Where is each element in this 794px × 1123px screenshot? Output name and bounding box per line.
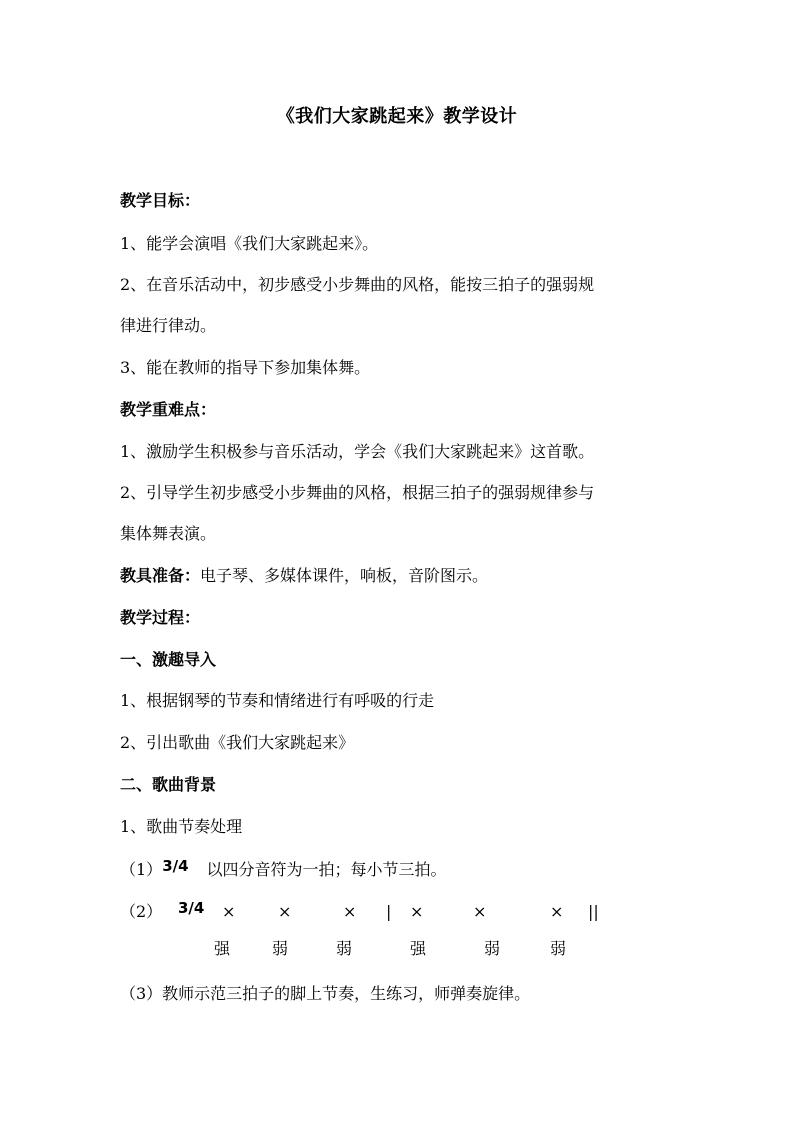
beat-mark: × bbox=[550, 902, 564, 921]
accent-weak: 弱 bbox=[336, 939, 353, 958]
beat-mark: × bbox=[410, 902, 424, 921]
beat-mark: × bbox=[222, 902, 236, 921]
goal-item-2-cont: 律进行律动。 bbox=[120, 316, 217, 335]
accent-strong: 强 bbox=[410, 939, 427, 958]
rhythm-pattern bbox=[120, 900, 680, 924]
key-point-item-2: 2、引导学生初步感受小步舞曲的风格，根据三拍子的强弱规律参与 bbox=[120, 483, 595, 502]
beat-mark: × bbox=[473, 902, 487, 921]
sub1-prefix: （1） bbox=[120, 860, 163, 879]
process-heading: 教学过程： bbox=[120, 608, 201, 627]
bar-line: | bbox=[386, 902, 392, 921]
materials-line bbox=[120, 564, 488, 588]
section2-item-1: 1、歌曲节奏处理 bbox=[120, 817, 243, 836]
key-point-item-1: 1、激励学生积极参与音乐活动，学会《我们大家跳起来》这首歌。 bbox=[120, 442, 595, 461]
goals-heading: 教学目标： bbox=[120, 191, 201, 210]
beat-mark: × bbox=[343, 902, 357, 921]
materials-label: 教具准备： bbox=[120, 566, 201, 585]
section1-heading: 一、激趣导入 bbox=[120, 650, 217, 669]
key-point-item-2-cont: 集体舞表演。 bbox=[120, 524, 217, 543]
accent-strong: 强 bbox=[214, 939, 231, 958]
key-points-heading: 教学重难点： bbox=[120, 400, 217, 419]
accent-weak: 弱 bbox=[484, 939, 501, 958]
section1-item-1: 1、根据钢琴的节奏和情绪进行有呼吸的行走 bbox=[120, 691, 435, 710]
beat-mark: × bbox=[278, 902, 292, 921]
rhythm-sub3: （3）教师示范三拍子的脚上节奏，生练习，师弹奏旋律。 bbox=[120, 984, 531, 1003]
accent-weak: 弱 bbox=[550, 939, 567, 958]
final-bar-line: || bbox=[588, 902, 599, 921]
sub2-prefix: （2） bbox=[120, 902, 163, 921]
goal-item-1: 1、能学会演唱《我们大家跳起来》。 bbox=[120, 234, 379, 253]
goal-item-3: 3、能在教师的指导下参加集体舞。 bbox=[120, 358, 371, 377]
time-signature: 3/4 bbox=[162, 857, 189, 875]
accent-weak: 弱 bbox=[272, 939, 289, 958]
document-title: 《我们大家跳起来》教学设计 bbox=[276, 106, 518, 127]
sub1-text: 以四分音符为一拍；每小节三拍。 bbox=[206, 860, 447, 879]
section2-heading: 二、歌曲背景 bbox=[120, 775, 217, 794]
accent-pattern bbox=[120, 937, 680, 961]
section1-item-2: 2、引出歌曲《我们大家跳起来》 bbox=[120, 733, 355, 752]
time-signature: 3/4 bbox=[178, 899, 205, 917]
materials-text: 电子琴、多媒体课件，响板，音阶图示。 bbox=[200, 566, 489, 585]
goal-item-2: 2、在音乐活动中，初步感受小步舞曲的风格，能按三拍子的强弱规 bbox=[120, 275, 595, 294]
rhythm-sub1 bbox=[120, 858, 447, 882]
